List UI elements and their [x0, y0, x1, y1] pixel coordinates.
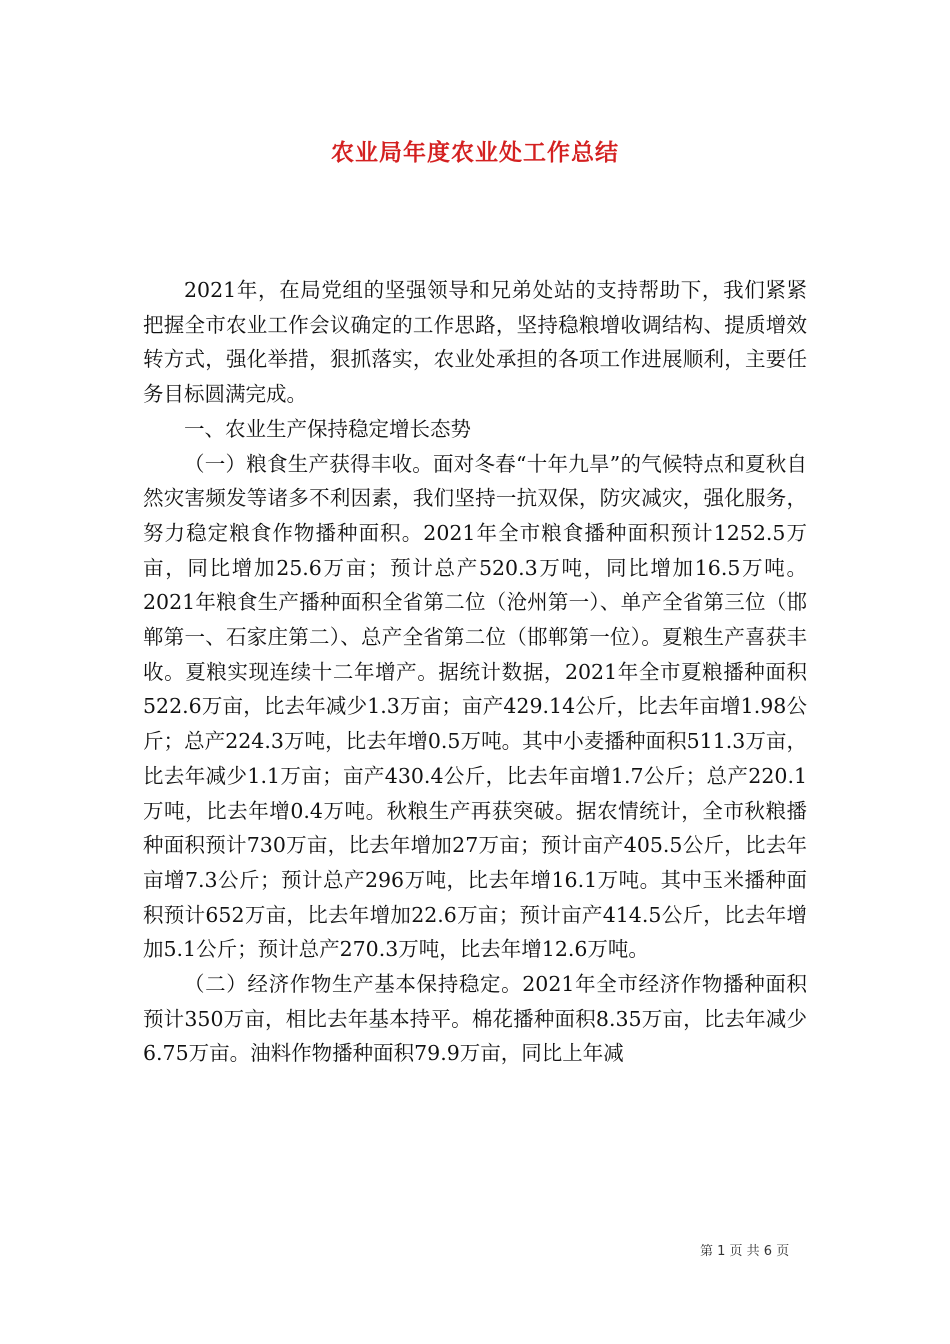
section-heading: 一、农业生产保持稳定增长态势 — [184, 416, 471, 441]
economic-crops-paragraph: （二）经济作物生产基本保持稳定。2021年全市经济作物播种面积预计350万亩，相比去年基本持平。棉花播种面积8.35万亩，比去年减少6.75万亩。油料作物播种面积79.9万亩，同比上年减 — [143, 972, 807, 1066]
document-title: 农业局年度农业处工作总结 — [331, 139, 619, 166]
document-body — [143, 273, 807, 1071]
grain-production-paragraph: （一）粮食生产获得丰收。面对冬春“十年九旱”的气候特点和夏秋自然灾害频发等诸多不利因素，我们坚持一抗双保，防灾减灾，强化服务，努力稳定粮食作物播种面积。2021年全市粮食播种面积预计1252.5万亩，同比增加25.6万亩；预计总产520.3万吨，同比增加16.5万吨。2021年粮食生产播种面积全省第二位（沧州第一）、单产全省第三位（邯郸第一、石家庄第二）、总产全省第二位（邯郸第一位）。夏粮生产喜获丰收。夏粮实现连续十二年增产。据统计数据，2021年全市夏粮播种面积522.6万亩，比去年减少1.3万亩；亩产429.14公斤，比去年亩增1.98公斤；总产224.3万吨，比去年增0.5万吨。其中小麦播种面积511.3万亩，比去年减少1.1万亩；亩产430.4公斤，比去年亩增1.7公斤；总产220.1万吨，比去年增0.4万吨。秋粮生产再获突破。据农情统计，全市秋粮播种面积预计730万亩，比去年增加27万亩；预计亩产405.5公斤，比去年亩增7.3公斤；预计总产296万吨，比去年增16.1万吨。其中玉米播种面积预计652万亩，比去年增加22.6万亩；预计亩产414.5公斤，比去年增加5.1公斤；预计总产270.3万吨，比去年增12.6万吨。 — [143, 451, 807, 962]
page-indicator: 第 1 页 共 6 页 — [700, 1244, 790, 1259]
intro-paragraph: 2021年，在局党组的坚强领导和兄弟处站的支持帮助下，我们紧紧把握全市农业工作会议确定的工作思路，坚持稳粮增收调结构、提质增效转方式，强化举措，狠抓落实，农业处承担的各项工作进展顺利，主要任务目标圆满完成。 — [143, 278, 807, 407]
